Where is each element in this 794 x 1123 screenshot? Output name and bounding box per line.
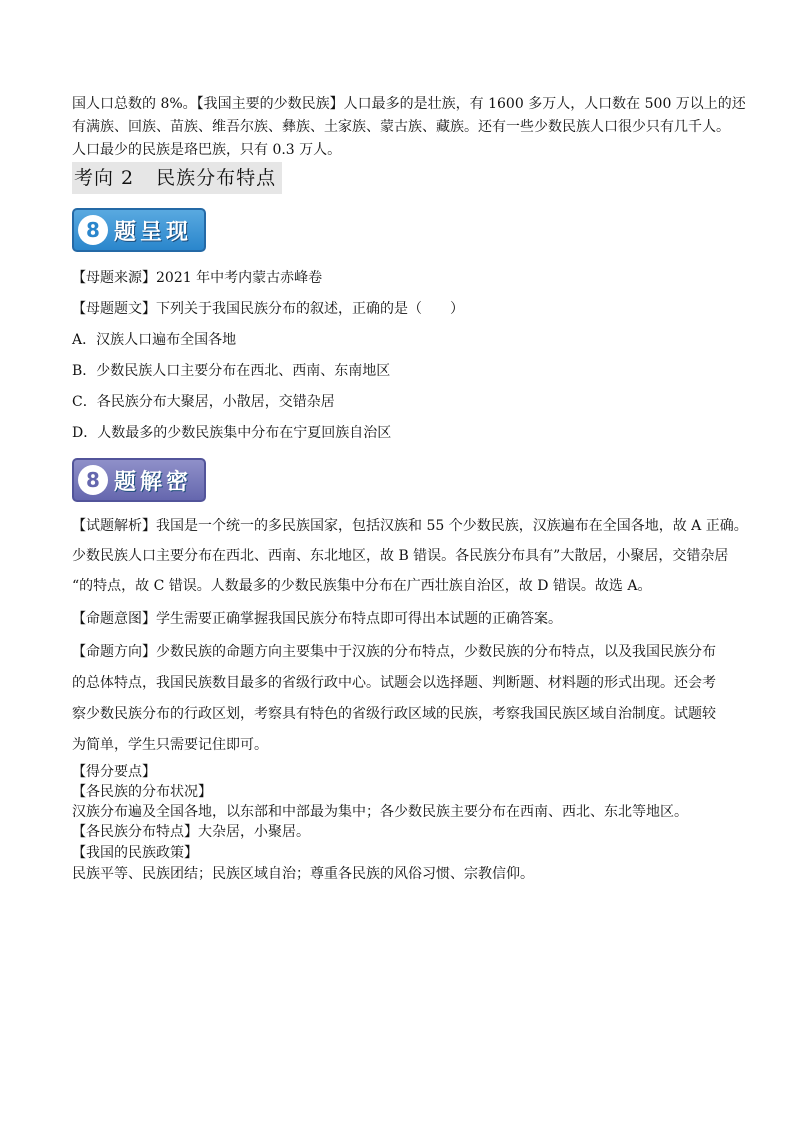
question-badge-label: 题呈现	[114, 219, 193, 245]
direction-line-2: 的总体特点，我国民族数目最多的省级行政中心。试题会以选择题、判断题、材料题的形式出现。还会考	[72, 675, 716, 691]
direction-line-4: 为简单，学生只需要记住即可。	[72, 737, 268, 753]
direction-line-3: 察少数民族分布的行政区划，考察具有特色的省级行政区域的民族，考察我国民族区域自治制度。试题较	[72, 706, 716, 722]
intro-line-3: 人口最少的民族是珞巴族，只有 0.3 万人。	[72, 142, 342, 158]
direction-line-1: 【命题方向】少数民族的命题方向主要集中于汉族的分布特点，少数民族的分布特点，以及我国民族分布	[72, 644, 716, 660]
option-a: A．汉族人口遍布全国各地	[72, 332, 237, 348]
policy-text: 民族平等、民族团结；民族区域自治；尊重各民族的风俗习惯、宗教信仰。	[72, 866, 534, 882]
distribution-text: 汉族分布遍及全国各地，以东部和中部最为集中；各少数民族主要分布在西南、西北、东北等地区。	[72, 804, 688, 820]
section-heading	[72, 162, 282, 194]
analysis-line-2: 少数民族人口主要分布在西北、西南、东北地区，故 B 错误。各民族分布具有”大散居，小聚居，交错杂居	[72, 548, 729, 564]
answer-badge-label: 题解密	[114, 469, 193, 495]
section-title: 民族分布特点	[156, 167, 277, 189]
option-d: D．人数最多的少数民族集中分布在宁夏回族自治区	[72, 425, 392, 441]
option-b: B．少数民族人口主要分布在西北、西南、东南地区	[72, 363, 391, 379]
analysis-line-1: 【试题解析】我国是一个统一的多民族国家，包括汉族和 55 个少数民族，汉族遍布在全国各地，故 A 正确。	[72, 518, 748, 534]
question-stem: 【母题题文】下列关于我国民族分布的叙述，正确的是（ ）	[72, 301, 464, 317]
policy-title: 【我国的民族政策】	[72, 845, 198, 861]
number-eight-icon: 8	[78, 215, 108, 245]
section-number: 考向 2	[74, 167, 135, 189]
distribution-title: 【各民族的分布状况】	[72, 784, 212, 800]
answer-badge	[72, 458, 206, 502]
question-source: 【母题来源】2021 年中考内蒙古赤峰卷	[72, 270, 323, 286]
analysis-line-3: “的特点，故 C 错误。人数最多的少数民族集中分布在广西壮族自治区，故 D 错误。故选 A。	[72, 578, 652, 594]
intro-line-1: 国人口总数的 8%。【我国主要的少数民族】人口最多的是壮族，有 1600 多万人，人口数在 500 万以上的还	[72, 96, 746, 112]
intro-line-2: 有满族、回族、苗族、维吾尔族、彝族、土家族、蒙古族、藏族。还有一些少数民族人口很少只有几千人。	[72, 119, 730, 135]
question-badge	[72, 208, 206, 252]
points-title: 【得分要点】	[72, 764, 156, 780]
intent-text: 【命题意图】学生需要正确掌握我国民族分布特点即可得出本试题的正确答案。	[72, 611, 562, 627]
option-c: C．各民族分布大聚居，小散居，交错杂居	[72, 394, 335, 410]
feature-text: 【各民族分布特点】大杂居，小聚居。	[72, 824, 310, 840]
number-eight-icon: 8	[78, 465, 108, 495]
